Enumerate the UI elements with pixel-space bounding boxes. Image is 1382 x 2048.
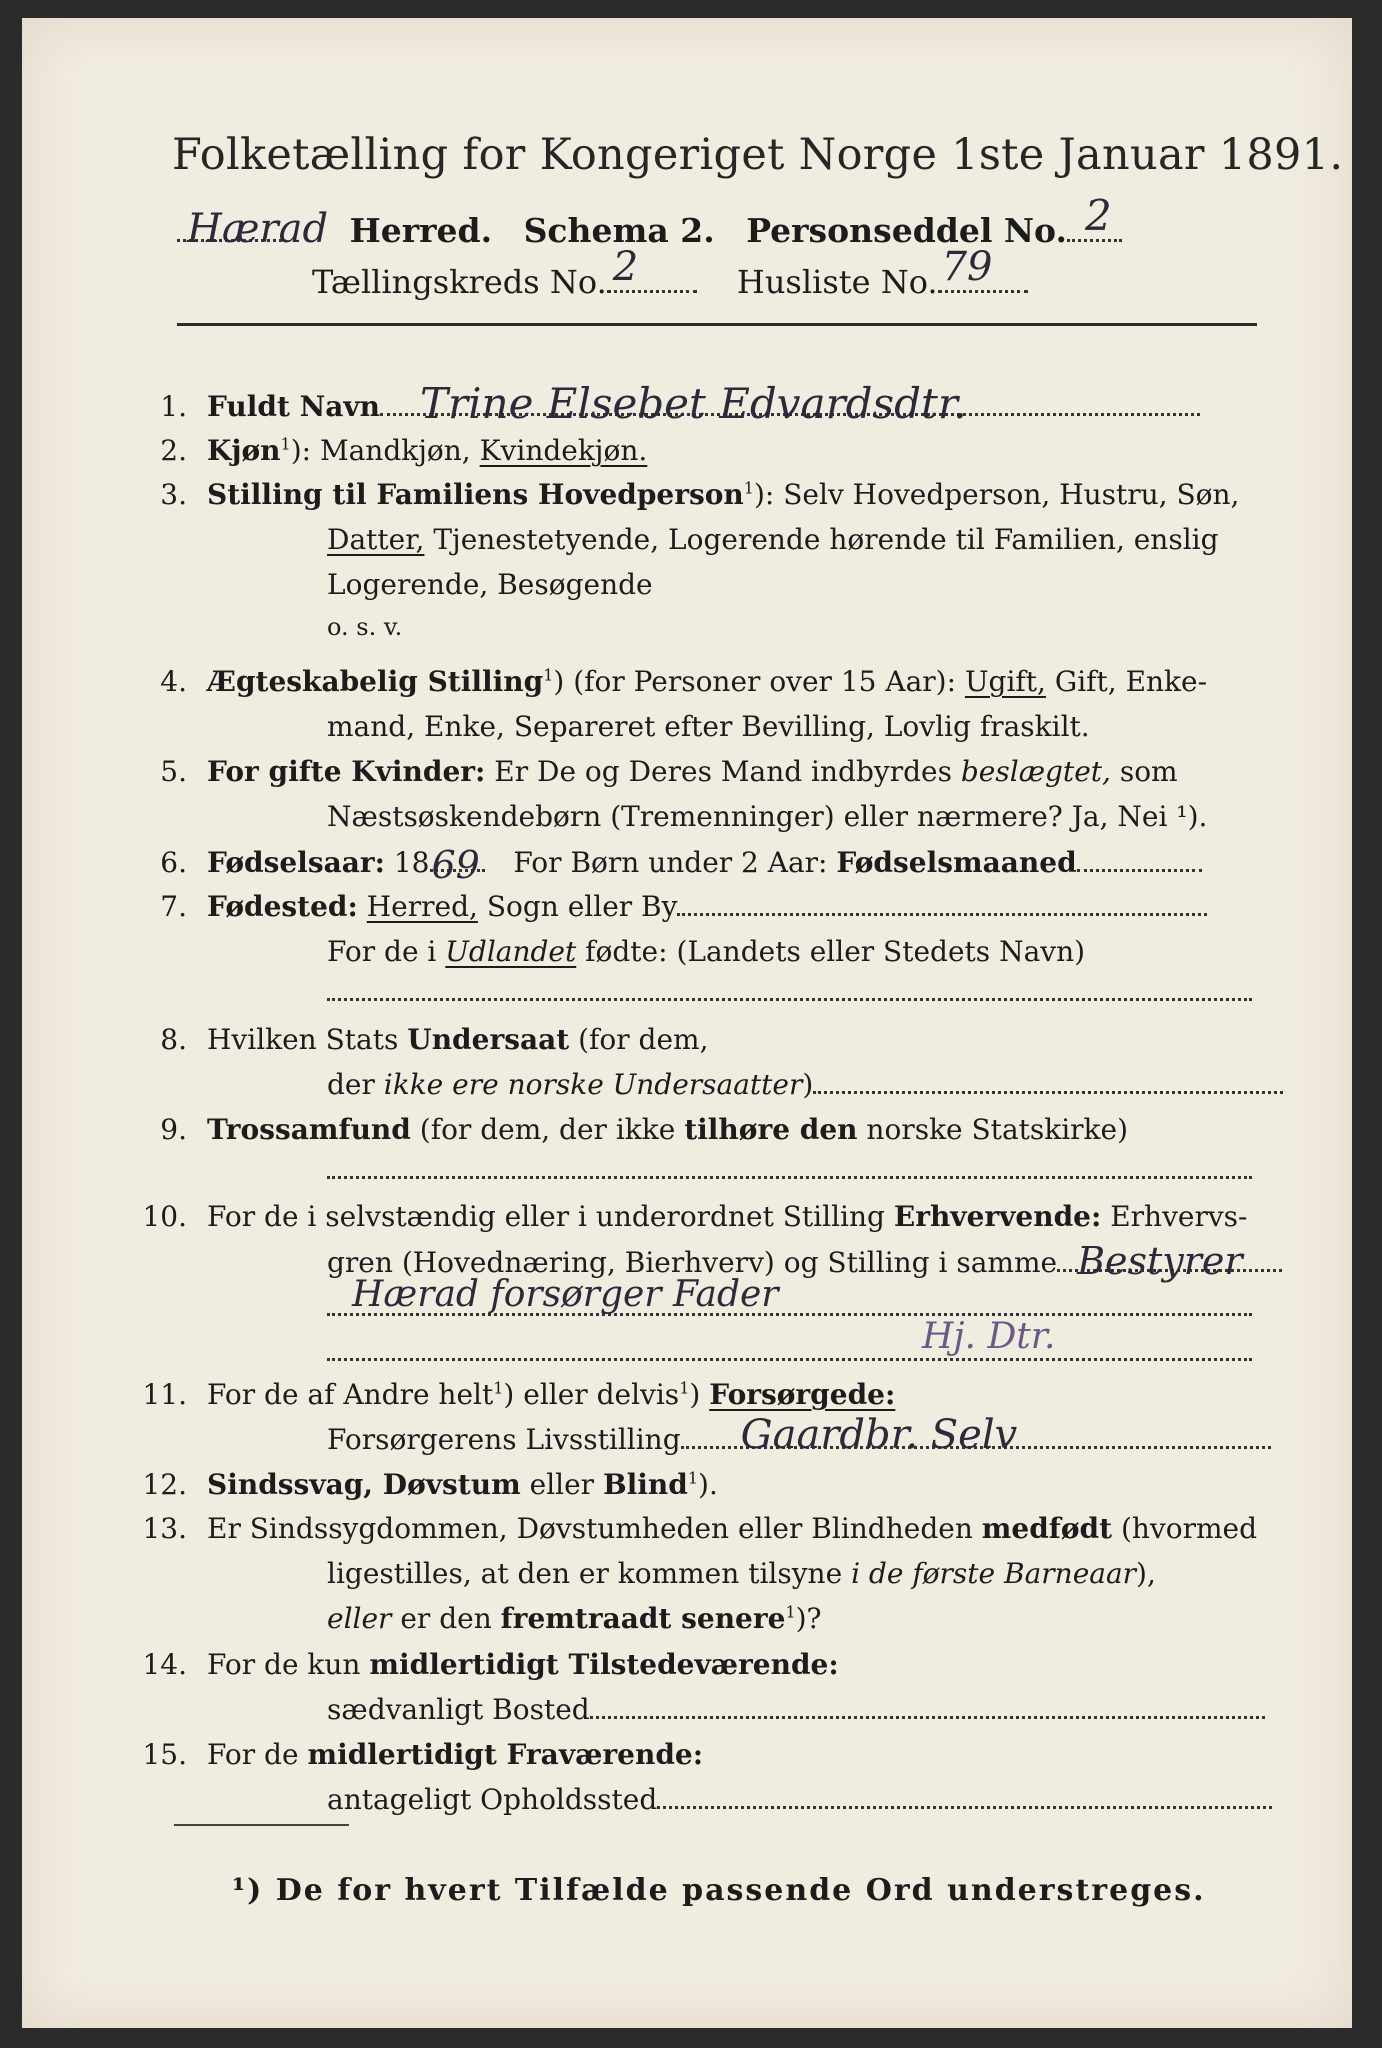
- schema-label: Schema 2.: [523, 211, 715, 250]
- item-text: For Børn under 2 Aar:: [513, 846, 828, 879]
- taellingskreds-value: 2: [612, 244, 639, 290]
- provider-occupation-value: Gaardbr. Selv: [740, 1412, 1018, 1458]
- item-4-line-2: mand, Enke, Separeret efter Bevilling, Lovlig fraskilt.: [327, 710, 1090, 743]
- item-3-line-2: [327, 523, 1219, 556]
- item-number: 7.: [160, 890, 187, 923]
- fill-line: [327, 1176, 1252, 1179]
- item-number: 5.: [160, 755, 187, 788]
- item-label: Kjøn: [207, 434, 281, 467]
- item-text: For de i selvstændig eller i underordnet Stilling: [207, 1200, 885, 1233]
- herred-label: Herred.: [349, 211, 493, 250]
- item-text: Er Sindssygdommen, Døvstumheden eller Blindheden: [207, 1512, 973, 1545]
- item-number: 9.: [160, 1113, 187, 1146]
- full-name-value: Trine Elsebet Edvardsdtr.: [420, 379, 967, 428]
- item-label: Trossamfund: [207, 1113, 411, 1146]
- item-label: fremtraadt senere: [500, 1602, 786, 1635]
- form-title: Folketælling for Kongeriget Norge 1ste Januar 1891.: [172, 130, 1344, 180]
- item-number: 12.: [142, 1468, 187, 1501]
- header-rule: [177, 323, 1257, 326]
- item-label: Fødested:: [207, 890, 358, 923]
- item-text: ),: [1136, 1557, 1156, 1590]
- item-text: For de: [207, 1738, 299, 1771]
- item-italic: Udlandet: [445, 935, 577, 968]
- item-bold: tilhøre den: [684, 1113, 858, 1146]
- item-text: ): [689, 1378, 701, 1411]
- item-text: For de kun: [207, 1648, 361, 1681]
- occupation-value-2: Hærad forsørger Fader: [352, 1274, 779, 1315]
- footnote-mark: 1: [743, 478, 754, 498]
- item-label: Fødselsaar:: [207, 846, 385, 879]
- item-text: fødte: (Landets eller Stedets Navn): [585, 935, 1086, 968]
- footnote-mark: 1: [280, 434, 291, 454]
- item-12: 12. Sindssvag, Døvstum eller Blind$^1$).: [147, 1468, 718, 1501]
- item-text: ): Mandkjøn,: [290, 434, 471, 467]
- item-text: Gift, Enke-: [1054, 665, 1208, 698]
- item-label: Blind: [602, 1468, 688, 1501]
- year-prefix: 18: [393, 846, 430, 879]
- personseddel-label: Personseddel No.: [746, 211, 1067, 250]
- item-text: Er De og Deres Mand indbyrdes: [494, 755, 952, 788]
- item-text: (for dem,: [578, 1023, 709, 1056]
- item-2: [147, 434, 647, 467]
- husliste-label: Husliste No.: [736, 263, 938, 301]
- item-label: Ægteskabelig Stilling: [207, 665, 544, 698]
- item-italic: ikke ere norske Undersaatter: [383, 1068, 803, 1101]
- item-5-line-2: Næstsøskendebørn (Tremenninger) eller nærmere? Ja, Nei ¹).: [327, 800, 1208, 833]
- item-italic: eller: [327, 1602, 392, 1635]
- item-text: )?: [795, 1602, 822, 1635]
- item-label: Erhvervende:: [893, 1200, 1102, 1233]
- item-text: ): [802, 1068, 814, 1101]
- item-11-line-2: [327, 1412, 1271, 1458]
- item-label: midlertidigt Fraværende:: [307, 1738, 704, 1771]
- item-text: ligestilles, at den er kommen tilsyne: [327, 1557, 843, 1590]
- item-text: sædvanligt Bosted: [327, 1693, 590, 1726]
- item-text: der: [327, 1068, 375, 1101]
- item-text: Tjenestetyende, Logerende hørende til Familien, enslig: [433, 523, 1219, 556]
- item-15-line-2: [327, 1783, 1272, 1816]
- item-text: For de i: [327, 935, 437, 968]
- herred-value: Hærad: [187, 206, 329, 252]
- husliste-value: 79: [941, 244, 993, 290]
- item-text: gren (Hovednæring, Bierhverv) og Stilling i samme: [327, 1246, 1058, 1279]
- item-text: (hvormed: [1120, 1512, 1257, 1545]
- item-number: 14.: [142, 1648, 187, 1681]
- fill-line: [327, 1358, 1252, 1361]
- item-3: [147, 478, 1239, 511]
- item-italic: i de første Barneaar: [851, 1557, 1137, 1590]
- item-3-line-4: o. s. v.: [327, 613, 403, 641]
- item-label: For gifte Kvinder:: [207, 755, 486, 788]
- taellingskreds-label: Tællingskreds No.: [312, 263, 607, 301]
- item-text: ) (for Personer over 15 Aar):: [553, 665, 957, 698]
- item-text: ).: [698, 1468, 718, 1501]
- item-text: som: [1119, 755, 1178, 788]
- item-6: [147, 843, 1202, 887]
- item-label: Stilling til Familiens Hovedperson: [207, 478, 744, 511]
- item-13-line-2: [327, 1557, 1156, 1590]
- item-number: 4.: [160, 665, 187, 698]
- occupation-value: Bestyrer: [1077, 1239, 1243, 1283]
- underlined-option: Kvindekjøn.: [479, 434, 648, 467]
- item-7-line-2: [327, 935, 1085, 968]
- item-text: (for dem, der ikke: [419, 1113, 676, 1146]
- item-15: [142, 1738, 704, 1771]
- item-14: [142, 1648, 839, 1681]
- item-14-line-2: [327, 1693, 1265, 1726]
- item-text: antageligt Opholdssted: [327, 1783, 658, 1816]
- footnote-separator: [174, 1824, 349, 1826]
- item-label: medfødt: [981, 1512, 1113, 1545]
- item-number: 13.: [142, 1512, 187, 1545]
- item-label: midlertidigt Tilstedeværende:: [369, 1648, 839, 1681]
- item-4: [147, 665, 1207, 698]
- item-label: Undersaat: [407, 1023, 570, 1056]
- item-italic: beslægtet,: [960, 755, 1111, 788]
- item-number: 8.: [160, 1023, 187, 1056]
- item-text: Erhvervs-: [1110, 1200, 1248, 1233]
- fill-line: [327, 998, 1252, 1001]
- item-text: norske Statskirke): [866, 1113, 1129, 1146]
- item-number: 1.: [160, 390, 187, 423]
- item-text: Sogn eller By: [486, 890, 678, 923]
- item-10: [142, 1200, 1248, 1233]
- item-text: er den: [400, 1602, 492, 1635]
- item-11: 11. For de af Andre helt$^1$) eller delvis$^1$) Forsørgede:: [147, 1378, 895, 1411]
- item-number: 3.: [160, 478, 187, 511]
- item-text: eller: [529, 1468, 595, 1501]
- item-text: ): Selv Hovedperson, Hustru, Søn,: [753, 478, 1240, 511]
- underlined-option: Ugift,: [964, 665, 1046, 698]
- footnote: ¹) De for hvert Tilfælde passende Ord understreges.: [232, 1873, 1206, 1908]
- personseddel-value: 2: [1084, 191, 1112, 240]
- item-8-line-2: [327, 1068, 1283, 1101]
- item-label: Sindssvag, Døvstum: [207, 1468, 521, 1501]
- item-number: 10.: [142, 1200, 187, 1233]
- item-13-line-3: eller er den fremtraadt senere$^1$)?: [327, 1602, 822, 1635]
- item-label: Fuldt Navn: [207, 390, 381, 423]
- item-3-line-3: Logerende, Besøgende: [327, 568, 653, 601]
- item-13: [142, 1512, 1257, 1545]
- item-text: For de af Andre helt: [207, 1378, 494, 1411]
- underlined-option: Herred,: [366, 890, 478, 923]
- item-number: 11.: [142, 1378, 187, 1411]
- item-9: [147, 1113, 1128, 1146]
- item-8: [147, 1023, 708, 1056]
- underlined-option: Datter,: [327, 523, 425, 556]
- item-number: 15.: [142, 1738, 187, 1771]
- item-text: Hvilken Stats: [207, 1023, 399, 1056]
- item-number: 6.: [160, 846, 187, 879]
- item-number: 2.: [160, 434, 187, 467]
- header-line-2: [312, 244, 1028, 301]
- item-label: Fødselsmaaned: [836, 846, 1077, 879]
- item-5: [147, 755, 1178, 788]
- item-text: Forsørgerens Livsstilling: [327, 1423, 681, 1456]
- birth-year-value: 69: [431, 843, 480, 887]
- item-1: [147, 379, 1200, 428]
- footnote-mark: 1: [543, 665, 554, 685]
- item-label: Forsørgede:: [709, 1378, 896, 1411]
- occupation-value-3: Hj. Dtr.: [922, 1316, 1056, 1357]
- item-7: [147, 890, 1207, 923]
- census-form-page: [22, 18, 1352, 2028]
- item-text: ) eller delvis: [503, 1378, 680, 1411]
